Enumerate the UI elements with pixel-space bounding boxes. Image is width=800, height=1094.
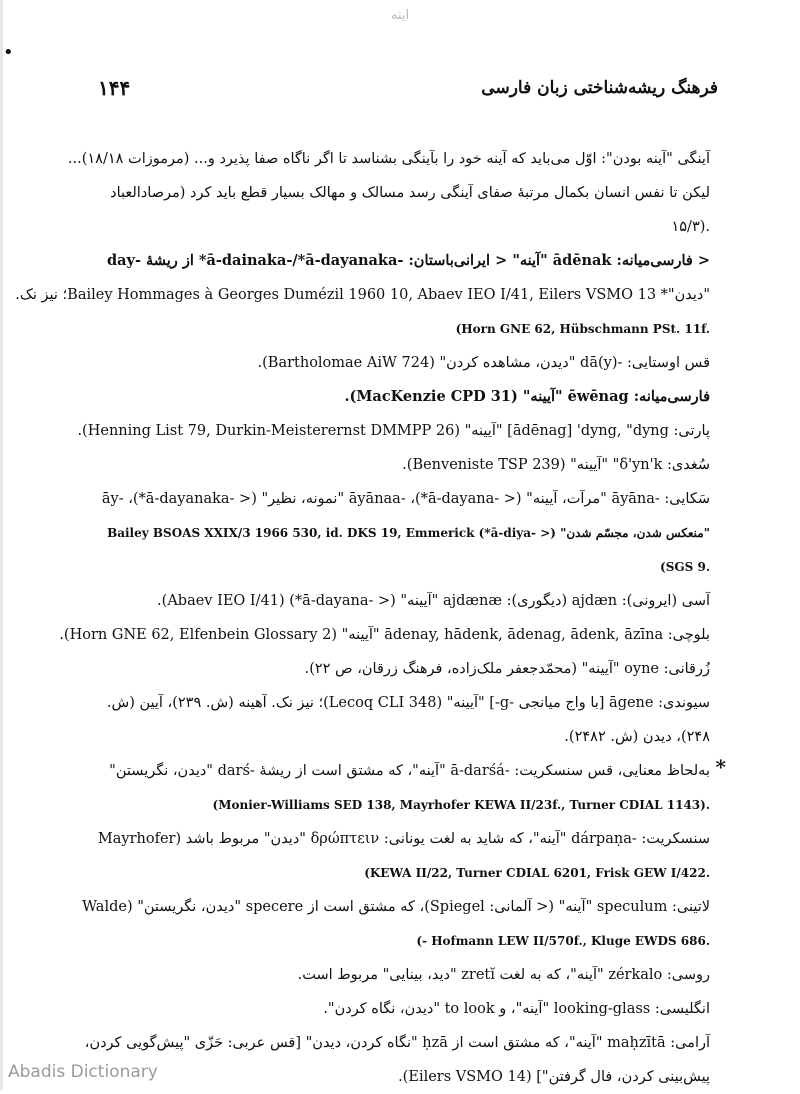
entry-line: (Horn GNE 62, Hübschmann PSt. 11f. bbox=[455, 322, 710, 336]
entry-line: آسی (ایرونی): ajdæn (دیگوری): ajdænæ "آیینه" (< -ā-dayana*) (Abaev IEO I/41). bbox=[157, 593, 710, 609]
margin-dot: • bbox=[3, 42, 14, 63]
entry-line: < فارسی‌میانه: ādēnak "آینه" < ایرانی‌باستان: -ā-dainaka-/*ā-dayanaka* از ریشهٔ -day bbox=[107, 252, 710, 269]
entry-line: فارسی‌میانه: ēwēnag "آیینه" (MacKenzie CPD 31). bbox=[344, 388, 710, 405]
page-number: ۱۴۴ bbox=[98, 76, 131, 100]
entry-line: * به‌لحاظ معنایی، قس سنسکریت: -ā-darśá "آینه"، که مشتق است از ریشهٔ -darś "دیدن، نگریستن" bbox=[84, 754, 710, 788]
top-title: اینه bbox=[390, 8, 410, 23]
entry-line: پیش‌بینی کردن، فال گرفتن"] (Eilers VSMO 14). bbox=[398, 1069, 710, 1085]
entry-line: انگلیسی: looking-glass "آینه"، و to look "دیدن، نگاه کردن". bbox=[323, 1001, 710, 1017]
entry-line: (- Hofmann LEW II/570f., Kluge EWDS 686. bbox=[416, 934, 710, 948]
entry-line: پارتی: ādēnag] 'dyng, "dyng] "آیینه" (Henning List 79, Durkin-Meisterernst DMMPP 26). bbox=[77, 423, 710, 439]
entry-line: لاتینی: speculum "آینه" (< آلمانی: Spiegel)، که مشتق است از specere "دیدن، نگریستن" (Walde bbox=[82, 899, 710, 915]
entry-line: (KEWA II/22, Turner CDIAL 6201, Frisk GEW I/422. bbox=[364, 866, 710, 880]
entry-line: ۱۵/۳). bbox=[671, 219, 710, 235]
running-head bbox=[98, 76, 718, 106]
entry-line: "دیدن"* Bailey Hommages à Georges Dumézil 1960 10, Abaev IEO I/41, Eilers VSMO 13؛ نیز نک. bbox=[15, 287, 710, 303]
entry-line: سنسکریت: -dárpaṇa "آینه"، که شاید به لغت یونانی: δρώπτειν "دیدن" مربوط باشد (Mayrhofer bbox=[97, 831, 710, 847]
entry-line: روسی: zérkalo "آینه"، که به لغت zretĭ "دید، بینایی" مربوط است. bbox=[297, 967, 710, 983]
entry-line: (Monier-Williams SED 138, Mayrhofer KEWA II/23f., Turner CDIAL 1143). bbox=[212, 798, 710, 812]
watermark: Abadis Dictionary bbox=[8, 1062, 158, 1082]
entry-line: آینگی "آینه بودن": اوّل می‌باید که آینه خود را بآینگی بشناسد تا اگر ناگاه صفا پذیرد و... (مرموزات ۱۸/۱۸)... bbox=[67, 151, 710, 167]
entry-line: سَکایی: -āyāna "مرآت، آیینه" (< -ā-dayana*)، -āyānaa "نمونه، نظیر" (< -ā-dayanaka*)، -āy bbox=[101, 491, 710, 507]
entry-line: "منعکس شدن، مجسّم شدن" (< -ā-diya*) Bailey BSOAS XXIX/3 1966 530, id. DKS 19, Emmerick bbox=[107, 526, 710, 540]
entry-line: قس اوستایی: -dā(y) "دیدن، مشاهده کردن" (Bartholomae AiW 724). bbox=[257, 355, 710, 371]
entry-line: سُغدی: δ'yn'k" "آیینه" (Benveniste TSP 239). bbox=[402, 457, 710, 473]
book-title: فرهنگ ریشه‌شناختی زبان فارسی bbox=[481, 78, 718, 98]
entry-line: بلوچی: ādenay, hādenk, ādenag, ādenk, āzīna "آیینه" (Horn GNE 62, Elfenbein Glossary 2). bbox=[59, 627, 710, 643]
entry-line: آرامی: maḥzītā "آینه"، که مشتق است از ḥzā "نگاه کردن، دیدن" [قس عربی: حَزّی "پیش‌گویی کردن، bbox=[84, 1035, 710, 1051]
entry-line: سیوندی: āgene [با واج میانجی -g-] "آیینه" (Lecoq CLI 348)؛ نیز نک. آهینه (ش. ۲۳۹)، آیین (ش. bbox=[106, 695, 710, 711]
page-edge-shadow bbox=[0, 0, 3, 1090]
entry-line: (SGS 9. bbox=[660, 560, 710, 574]
entry-line: زُرقانی: oyne "آیینه" (محمّدجعفر ملک‌زاده، فرهنگ زرقان، ص ۲۲). bbox=[304, 661, 710, 677]
entry-line: ۲۴۸)، دیدن (ش. ۲۴۸۲). bbox=[564, 729, 710, 745]
entry-line: لیکن تا نفس انسان بکمال مرتبهٔ صفای آینگی رسد مسالک و مهالک بسیار قطع باید کرد (مرصادالعباد bbox=[110, 185, 710, 201]
